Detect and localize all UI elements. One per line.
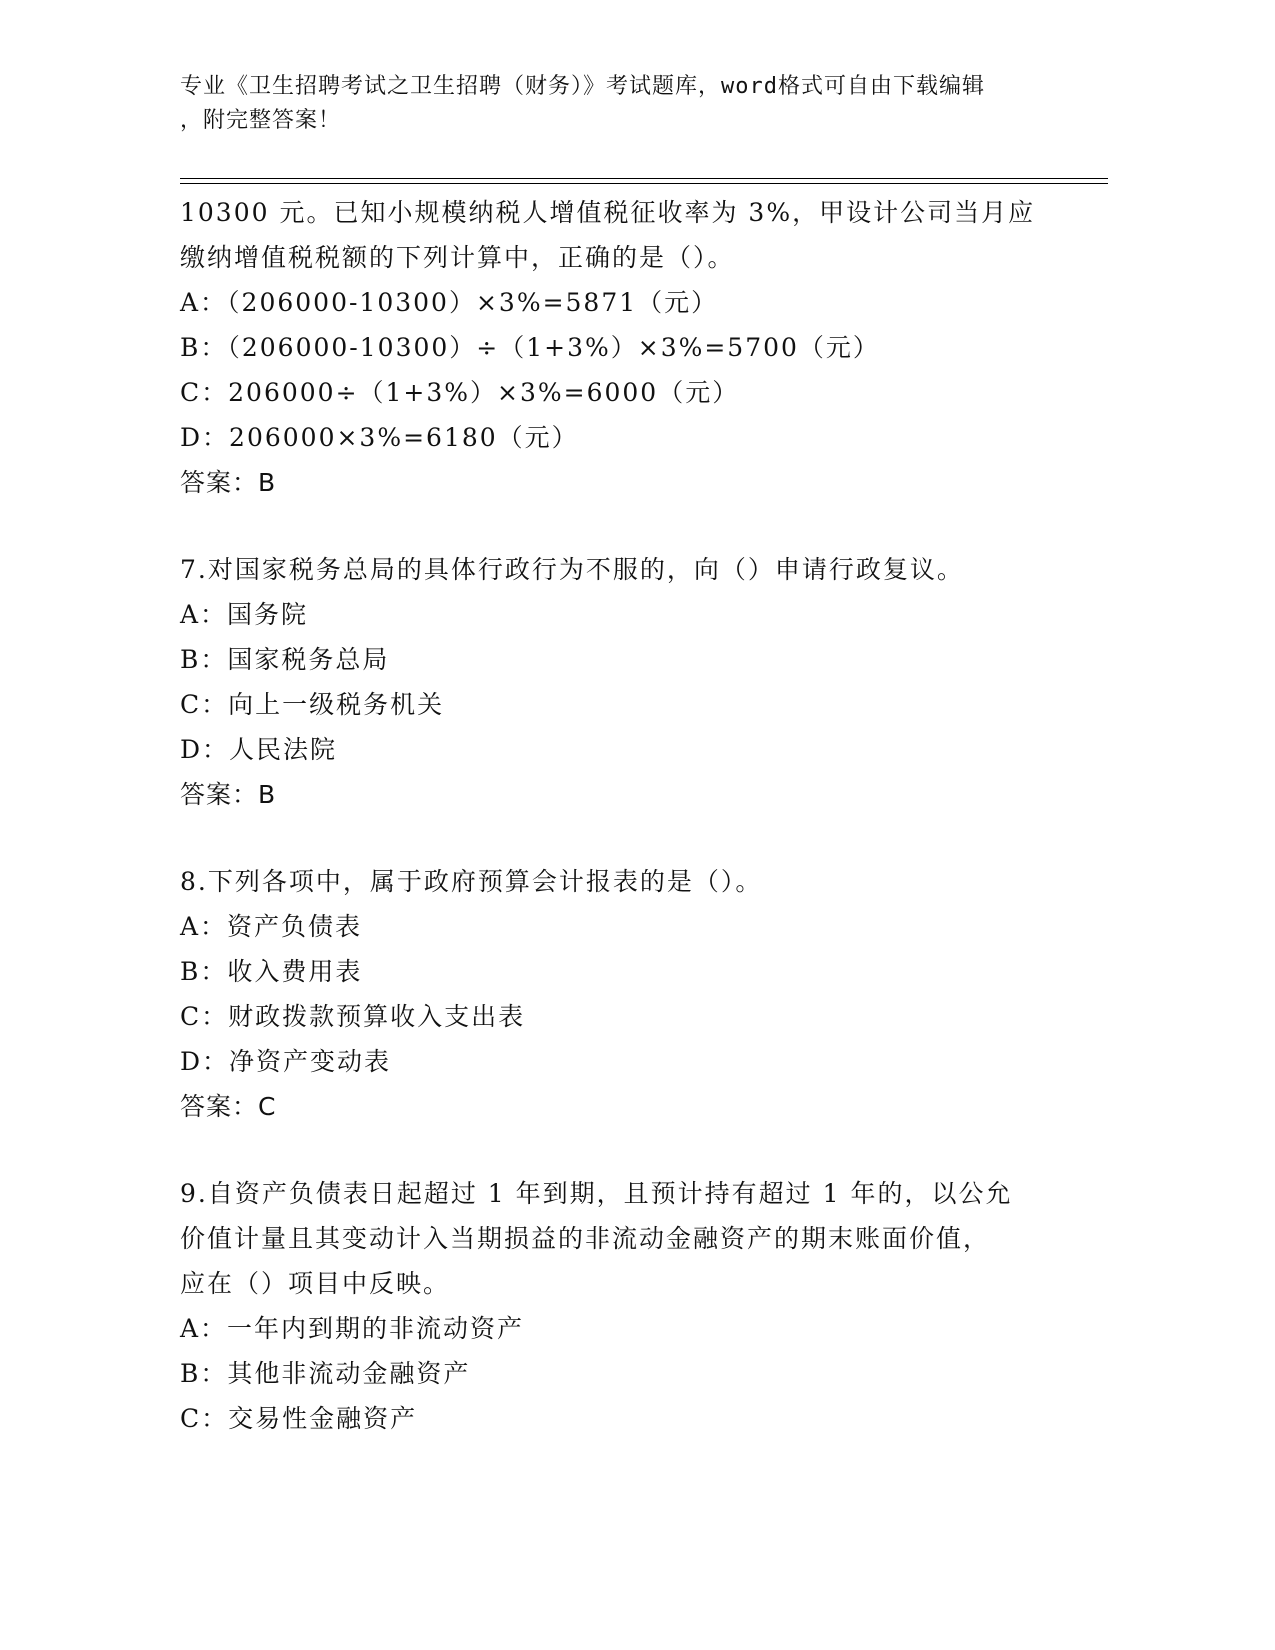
answer-line: 答案：B [180,780,277,809]
header-divider-top [180,178,1108,179]
question-stem-line: 7.对国家税务总局的具体行政行为不服的，向（）申请行政复议。 [180,555,964,584]
header-divider-bottom [180,183,1108,184]
question-stem-line: 8.下列各项中，属于政府预算会计报表的是（）。 [180,867,763,896]
option-c: C：206000÷（1+3%）×3%=6000（元） [180,378,740,407]
option-c: C：向上一级税务机关 [180,690,445,719]
question-stem-line: 缴纳增值税税额的下列计算中，正确的是（）。 [180,243,735,272]
option-d: D：206000×3%=6180（元） [180,423,579,452]
option-b: B：收入费用表 [180,957,363,986]
option-b: B：其他非流动金融资产 [180,1359,471,1388]
question-7 [180,547,1040,817]
header-line-2: ，附完整答案！ [180,108,342,133]
option-a: A：一年内到期的非流动资产 [180,1314,525,1343]
option-a: A：资产负债表 [180,912,363,941]
option-d: D：净资产变动表 [180,1047,392,1076]
question-stem-line: 价值计量且其变动计入当期损益的非流动金融资产的期末账面价值， [180,1224,991,1253]
question-stem-line: 9.自资产负债表日起超过 1 年到期，且预计持有超过 1 年的，以公允 [180,1179,1013,1208]
question-stem-line: 10300 元。已知小规模纳税人增值税征收率为 3%，甲设计公司当月应 [180,198,1036,227]
option-c: C：交易性金融资产 [180,1404,418,1433]
option-a: A：（206000-10300）×3%=5871（元） [180,288,719,317]
option-b: B：（206000-10300）÷（1+3%）×3%=5700（元） [180,333,880,362]
answer-line: 答案：C [180,1092,277,1121]
question-stem-line: 应在（）项目中反映。 [180,1269,451,1298]
question-6 [180,190,1040,505]
option-d: D：人民法院 [180,735,338,764]
option-c: C：财政拨款预算收入支出表 [180,1002,526,1031]
option-b: B：国家税务总局 [180,645,390,674]
question-9 [180,1171,1040,1441]
option-a: A：国务院 [180,600,309,629]
question-8 [180,859,1040,1129]
document-header [180,70,1040,138]
question-list [180,190,1040,1441]
answer-line: 答案：B [180,468,277,497]
header-line-1: 专业《卫生招聘考试之卫生招聘（财务）》考试题库，word格式可自由下载编辑 [180,74,985,99]
